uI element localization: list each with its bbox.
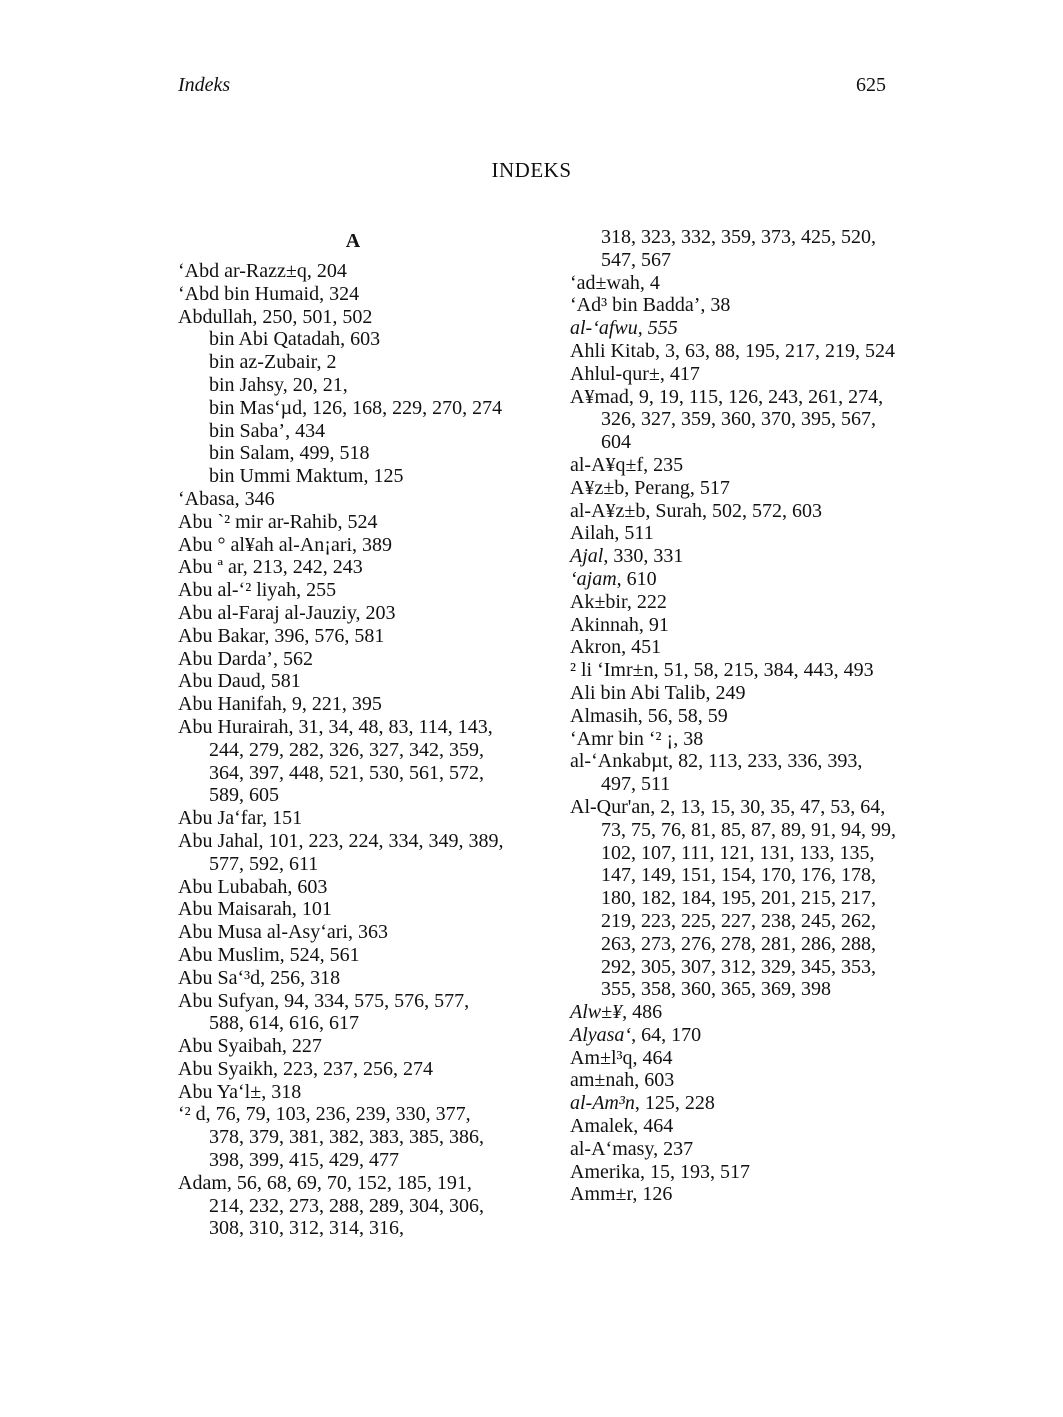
index-entry [570, 545, 900, 568]
index-entry: Abu Muslim, 524, 561 [178, 943, 360, 966]
index-entry: Abu Ja‘far, 151 [178, 807, 303, 830]
index-entry: Abu Ya‘l±, 318 [178, 1080, 302, 1103]
index-entry: Amalek, 464 [570, 1115, 674, 1138]
index-entry: ‘² d, 76, 79, 103, 236, 239, 330, 377, 378, 379, 381, 382, 383, 385, 386, 398, 399, 415, 429, 477 [178, 1103, 484, 1172]
index-entry: al-A¥z±b, Surah, 502, 572, 603 [570, 499, 823, 522]
index-entry: ‘Amr bin ‘² ¡, 38 [570, 727, 704, 750]
index-entry: al-A‘masy, 237 [570, 1137, 694, 1160]
index-entry [570, 1001, 900, 1024]
index-entry: ‘Ad³ bin Badda’, 38 [570, 294, 731, 317]
index-entry: Ailah, 511 [570, 522, 654, 545]
index-entry: Ahli Kitab, 3, 63, 88, 195, 217, 219, 524 [570, 339, 895, 362]
index-entry: Abu Sa‘³d, 256, 318 [178, 966, 341, 989]
index-subentry: bin Mas‘µd, 126, 168, 229, 270, 274 [209, 396, 503, 419]
index-entry: Ahlul-qur±, 417 [570, 362, 700, 385]
index-entry: ‘Abasa, 346 [178, 487, 275, 510]
index-entry: Abu Syaibah, 227 [178, 1035, 322, 1058]
index-entry: al-A¥q±f, 235 [570, 453, 684, 476]
index-entry: Abu Maisarah, 101 [178, 898, 332, 921]
index-entry: Abu ° al¥ah al-An¡ari, 389 [178, 533, 393, 556]
index-entry: ‘Abd ar-Razz±q, 204 [178, 260, 347, 282]
index-entry: Abu Hanifah, 9, 221, 395 [178, 693, 382, 716]
index-entry: ‘ad±wah, 4 [570, 271, 660, 294]
index-entry-head: Alw±¥ [570, 1001, 623, 1024]
index-subentry: bin Abi Qatadah, 603 [209, 328, 381, 351]
index-entry-head: Alyasa‘ [570, 1023, 632, 1046]
index-entry: Abu Darda’, 562 [178, 647, 313, 670]
index-entry: al-‘afwu, 555 [570, 317, 678, 340]
index-entry: Abdullah, 250, 501, 502 [178, 305, 373, 328]
index-entry: ² li ‘Imr±n, 51, 58, 215, 384, 443, 493 [570, 659, 874, 682]
index-entry: A¥mad, 9, 19, 115, 126, 243, 261, 274, 326, 327, 359, 360, 370, 395, 567, 604 [570, 385, 884, 454]
index-column-right [570, 226, 900, 1206]
index-entry: Akron, 451 [570, 636, 662, 659]
index-entry: A¥z±b, Perang, 517 [570, 476, 730, 499]
index-entry-head: al-Am³n [570, 1092, 635, 1115]
index-entry: Abu Daud, 581 [178, 670, 301, 693]
index-entry: Abu Jahal, 101, 223, 224, 334, 349, 389, 577, 592, 611 [178, 829, 504, 875]
index-entry: Am±l³q, 464 [570, 1046, 673, 1069]
index-entry: Abu Lubabah, 603 [178, 875, 328, 898]
right-entry-list [570, 226, 900, 1206]
index-entry: Abu Hurairah, 31, 34, 48, 83, 114, 143, 244, 279, 282, 326, 327, 342, 359, 364, 397, 448, 521, 530, 561, 572, 589, 605 [178, 715, 493, 807]
index-entry: Ali bin Abi Talib, 249 [570, 681, 746, 704]
index-entry: Amm±r, 126 [570, 1183, 673, 1206]
index-subentry: bin Saba’, 434 [209, 419, 326, 442]
index-entry [570, 1024, 900, 1047]
index-subentry: bin Salam, 499, 518 [209, 442, 370, 465]
index-entry: Abu Syaikh, 223, 237, 256, 274 [178, 1057, 433, 1080]
index-entry-pages: , 610 [616, 567, 657, 590]
index-entry: Abu Musa al-Asy‘ari, 363 [178, 921, 388, 944]
index-subentry: bin Ummi Maktum, 125 [209, 465, 404, 488]
index-column-left [178, 226, 508, 1240]
index-entry: Abu `² mir ar-Rahib, 524 [178, 510, 378, 533]
index-entry: Amerika, 15, 193, 517 [570, 1160, 750, 1183]
index-entry-head: Ajal [570, 545, 604, 568]
index-subentry: bin Jahsy, 20, 21, [209, 373, 348, 396]
index-entry: Ak±bir, 222 [570, 590, 667, 613]
index-entry [570, 1092, 900, 1115]
index-entry: al-‘Ankabµt, 82, 113, 233, 336, 393, 497, 511 [570, 750, 863, 796]
index-entry: Abu Bakar, 396, 576, 581 [178, 624, 385, 647]
page-title: INDEKS [491, 158, 572, 182]
index-entry: Akinnah, 91 [570, 613, 669, 636]
index-entry-head: ‘ajam [570, 567, 617, 590]
index-entry: ‘Abd bin Humaid, 324 [178, 282, 360, 305]
index-entry: Almasih, 56, 58, 59 [570, 704, 728, 727]
index-subentry: bin az-Zubair, 2 [209, 351, 337, 374]
running-head [178, 74, 886, 102]
index-entry: Abu al-‘² liyah, 255 [178, 579, 337, 602]
index-entry [570, 568, 900, 591]
index-entry: Al-Qur'an, 2, 13, 15, 30, 35, 47, 53, 64, 73, 75, 76, 81, 85, 87, 89, 91, 94, 99, 102, 107, 111, 121, 131, 133, 135, 147, 149, 151, 154, 170, 176, 178, 180, 182, 184, 195, 201, 215, 217, 219, 223, 225, 227, 238, 245, 262, 263, 273, 276, 278, 281, 286, 288, 292, 305, 307, 312, 329, 345, 353, 355, 358, 360, 365, 369, 398 [570, 795, 896, 1001]
left-entry-list [178, 260, 508, 1240]
index-entry-continuation: 318, 323, 332, 359, 373, 425, 520, 547, 567 [601, 226, 876, 271]
index-entry-pages: , 64, 170 [631, 1023, 702, 1046]
index-entry: Abu al-Faraj al-Jauziy, 203 [178, 601, 396, 624]
running-head-title: Indeks [178, 74, 231, 96]
index-entry-pages: , 330, 331 [603, 545, 684, 568]
index-entry: Adam, 56, 68, 69, 70, 152, 185, 191, 214, 232, 273, 288, 289, 304, 306, 308, 310, 312, 314, 316, [178, 1171, 484, 1240]
section-letter: A [345, 230, 361, 252]
index-entry-pages: , 125, 228 [634, 1092, 715, 1115]
index-entry: Abu Sufyan, 94, 334, 575, 576, 577, 588, 614, 616, 617 [178, 989, 470, 1035]
index-entry: Abu ª ar, 213, 242, 243 [178, 556, 363, 579]
index-entry: am±nah, 603 [570, 1069, 675, 1092]
page-number: 625 [856, 74, 886, 96]
index-entry-pages: , 486 [622, 1001, 663, 1024]
